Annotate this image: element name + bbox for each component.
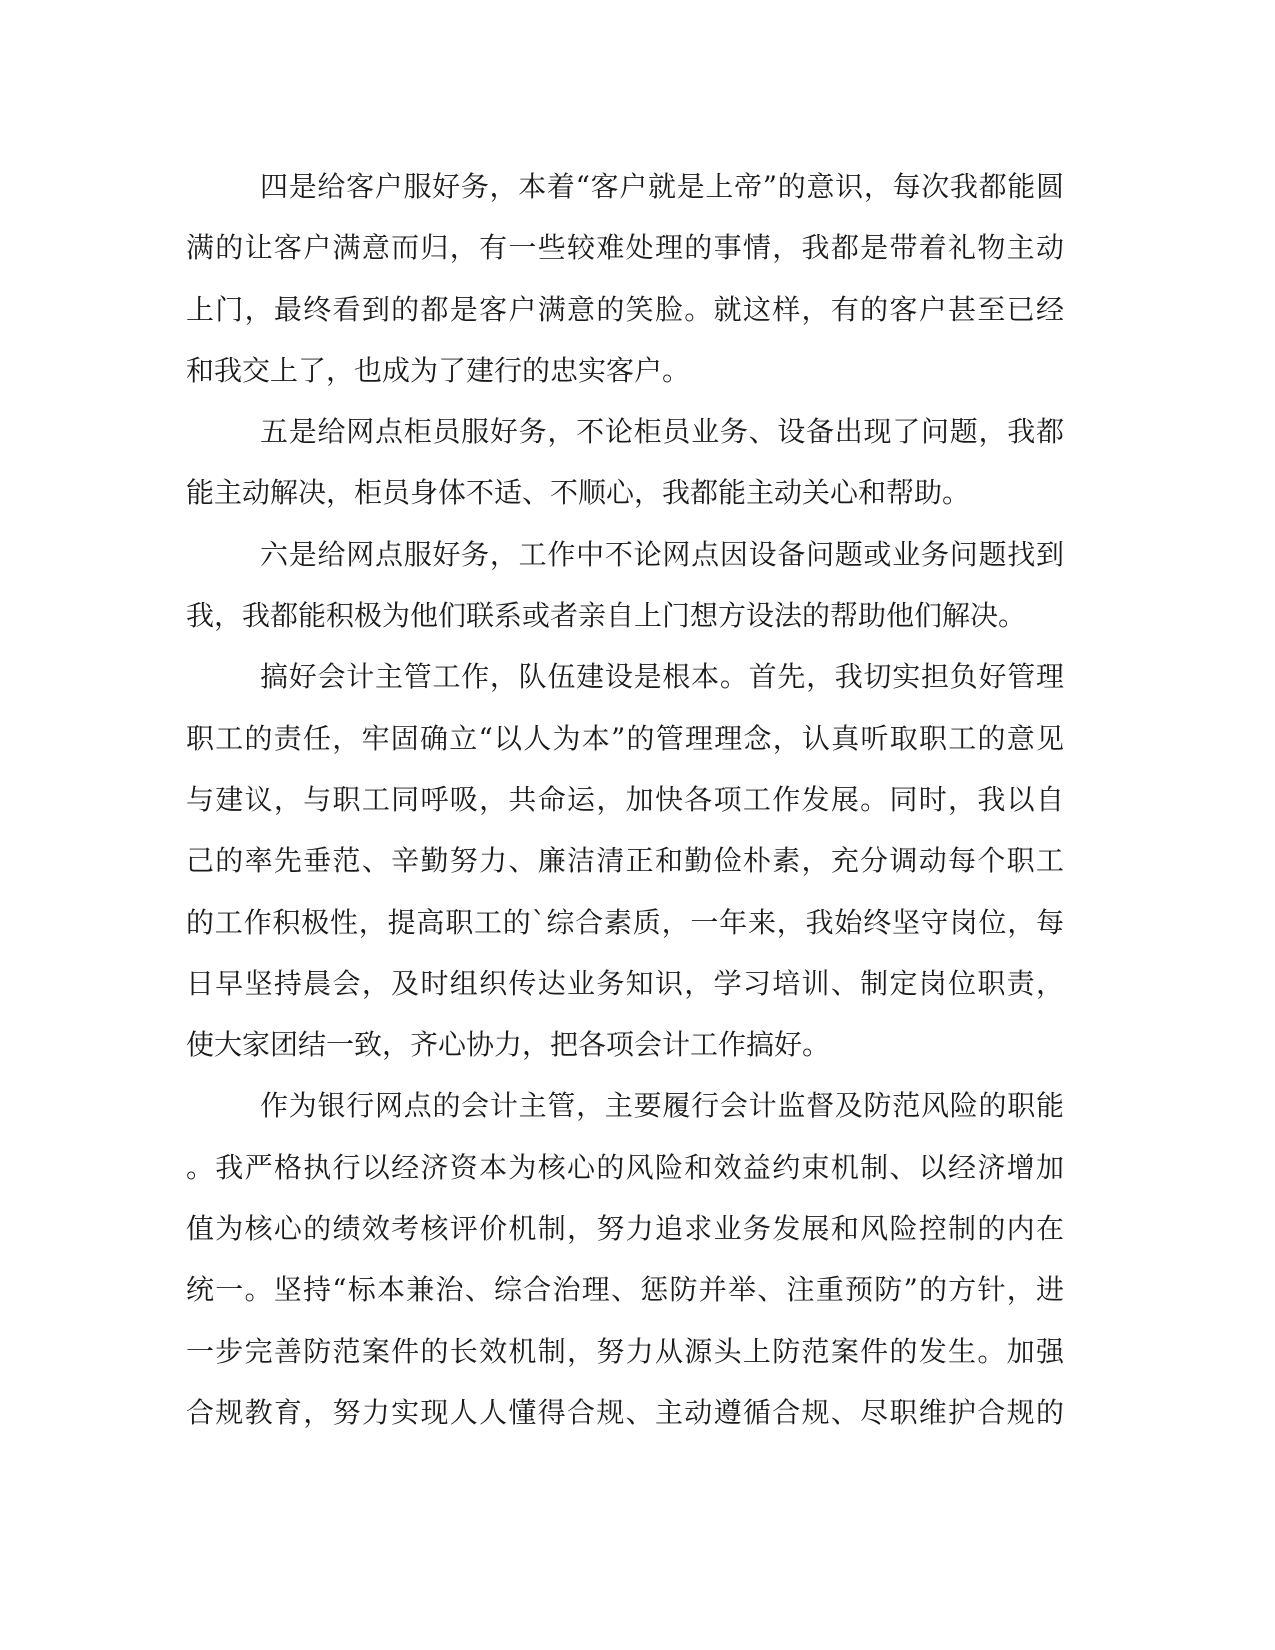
paragraph-teller-service — [186, 401, 1064, 524]
paragraph-line: 。我严格执行以经济资本为核心的风险和效益约束机制、以经济增加 — [186, 1150, 1064, 1184]
paragraph-risk-control — [186, 1075, 1064, 1443]
paragraph-line: 能主动解决，柜员身体不适、不顺心，我都能主动关心和帮助。 — [186, 476, 971, 510]
paragraph-line: 职工的责任，牢固确立“以人为本”的管理理念，认真听取职工的意见 — [186, 721, 1064, 755]
paragraph-line: 四是给客户服好务，本着“客户就是上帝”的意识，每次我都能圆 — [260, 170, 1064, 203]
paragraph-line: 搞好会计主管工作，队伍建设是根本。首先，我切实担负好管理 — [260, 660, 1064, 694]
paragraph-line: 和我交上了，也成为了建行的忠实客户。 — [186, 353, 691, 387]
document-body — [186, 156, 1064, 1443]
paragraph-line: 满的让客户满意而归，有一些较难处理的事情，我都是带着礼物主动 — [186, 231, 1064, 265]
paragraph-team-building — [186, 646, 1064, 1075]
paragraph-line: 日早坚持晨会，及时组织传达业务知识，学习培训、制定岗位职责， — [186, 966, 1064, 1000]
paragraph-line: 己的率先垂范、辛勤努力、廉洁清正和勤俭朴素，充分调动每个职工 — [186, 844, 1064, 878]
paragraph-line: 的工作积极性，提高职工的`综合素质，一年来，我始终坚守岗位，每 — [186, 905, 1064, 939]
paragraph-line: 作为银行网点的会计主管，主要履行会计监督及防范风险的职能 — [260, 1089, 1064, 1123]
paragraph-line: 使大家团结一致，齐心协力，把各项会计工作搞好。 — [186, 1028, 831, 1062]
paragraph-line: 六是给网点服好务，工作中不论网点因设备问题或业务问题找到 — [260, 537, 1064, 571]
paragraph-line: 五是给网点柜员服好务，不论柜员业务、设备出现了问题，我都 — [260, 415, 1064, 449]
paragraph-line: 与建议，与职工同呼吸，共命运，加快各项工作发展。同时，我以自 — [186, 782, 1064, 816]
paragraph-line: 一步完善防范案件的长效机制，努力从源头上防范案件的发生。加强 — [186, 1334, 1064, 1368]
paragraph-line: 上门，最终看到的都是客户满意的笑脸。就这样，有的客户甚至已经 — [186, 292, 1064, 326]
paragraph-line: 合规教育，努力实现人人懂得合规、主动遵循合规、尽职维护合规的 — [186, 1395, 1064, 1429]
paragraph-line: 统一。坚持“标本兼治、综合治理、惩防并举、注重预防”的方针，进 — [186, 1273, 1064, 1307]
paragraph-line: 值为核心的绩效考核评价机制，努力追求业务发展和风险控制的内在 — [186, 1212, 1064, 1246]
paragraph-line: 我，我都能积极为他们联系或者亲自上门想方设法的帮助他们解决。 — [186, 599, 1027, 633]
paragraph-branch-service — [186, 524, 1064, 647]
paragraph-customer-service — [186, 156, 1064, 401]
